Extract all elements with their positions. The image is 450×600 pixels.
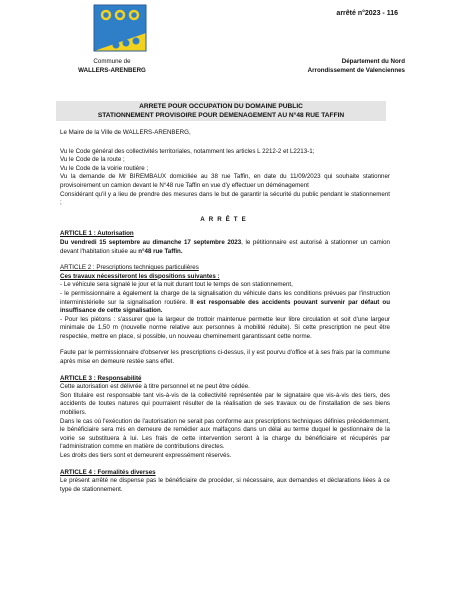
article2-item-3: - Pour les piétons : s'assurer que la largeur de trottoir maintenue permette leur libre circulation et soit d'une largeur minimale de 1,50 m (nouvelle norme relative aux personnes à mobilité réduite). Si cette prescription ne peut être respectée, mettre en place, si possible, un nouveau cheminement garantissant cette norme. [60, 315, 390, 340]
document-title [56, 101, 386, 121]
article3-p4: Les droits des tiers sont et demeurent expressément réservés. [60, 452, 232, 459]
intro-line: Le Maire de la Ville de WALLERS-ARENBERG, [60, 129, 191, 136]
article1-text-mid: , le pétitionnaire est autorisé à stationner un camion devant l'habitation située au [60, 238, 390, 255]
article4-p1: Le présent arrêté ne dispense pas le bénéficiaire de procéder, si nécessaire, aux demandes et déclarations liées à ce type de stationnement. [60, 477, 390, 493]
coat-of-arms [92, 3, 148, 55]
article2-faute: Faute par le permissionnaire d'observer les prescriptions ci-dessus, il y est pourvu d'office et à ses frais par la commune après mise en demeure restée sans effet. [60, 349, 390, 366]
arrete-number: arrêté n°2023 - 116 [336, 10, 398, 17]
article2-item-1: - Le véhicule sera signalé le jour et la nuit durant tout le temps de son stationnement, [60, 281, 293, 289]
article4-heading: ARTICLE 4 : Formalités diverses [60, 468, 156, 476]
article3-p1: Cette autorisation est délivrée à titre personnel et ne peut être cédée. [60, 383, 250, 391]
vu-line: Vu le Code de la route ; [60, 156, 125, 164]
article1-address: n°48 rue Taffin. [138, 247, 183, 255]
commune-name: WALLERS-ARENBERG [78, 67, 146, 74]
document-body [60, 129, 390, 494]
vu-line: Vu le Code général des collectivités territoriales, notamment les articles L 2212-2 et L2213-1; [60, 147, 315, 155]
department-name: Département du Nord [341, 58, 405, 65]
article1-dates: Du vendredi 15 septembre au dimanche 17 septembre 2023 [60, 238, 242, 246]
article3-p3: Dans le cas où l'exécution de l'autorisation ne serait pas conforme aux prescriptions techniques définies précédemment, le bénéficiaire sera mis en demeure de remédier aux malfaçons dans un délai au terme duquel le gestionnaire de la voirie se substituera à lui. Les frais de cette intervention seront à la charge du bénéficiaire et récupérés par l'administration comme en matière de contributions directes. [60, 417, 390, 451]
title-line-1: ARRETE POUR OCCUPATION DU DOMAINE PUBLIC [139, 103, 303, 110]
article2-subheading: Ces travaux nécessiteront les dispositions suivantes : [60, 272, 220, 280]
department-block [255, 57, 405, 75]
considerant-line: Considérant qu'il y a lieu de prendre des mesures dans le but de garantir la sécurité du public pendant le stationnement ; [60, 190, 390, 207]
article2-heading: ARTICLE 2 : Prescriptions techniques particulières [60, 264, 199, 272]
commune-block [68, 57, 156, 75]
arrete-word: ARRÊTE [200, 215, 250, 223]
article2-item-2 [60, 290, 390, 316]
commune-label: Commune de [93, 58, 131, 65]
article2-item-2b: Il est responsable des accidents pouvant survenir par défaut ou insuffisance de cette signalisation. [60, 298, 390, 315]
vu-line: Vu la demande de Mr BIREMBAUX domiciliée au 38 rue Taffin, en date du 11/09/2023 qui souhaite stationner provisoirement un camion devant le N°48 rue Taffin en vue d'y effectuer un déménagement [60, 173, 390, 189]
article3-heading: ARTICLE 3 : Responsabilité [60, 374, 142, 382]
article2-item-2a: - le permissionnaire a également la charge de la signalisation du véhicule dans les conditions prévues par l'instruction interministérielle sur la signalisation routière. [60, 289, 390, 306]
article3-p2: Son titulaire est responsable tant vis-à-vis de la collectivité représentée par le signataire que vis-à-vis des tiers, des accidents de toutes natures qui pourraient résulter de la réalisation de ses travaux ou de l'installation de ses biens mobiliers. [60, 391, 390, 417]
title-line-2: STATIONNEMENT PROVISOIRE POUR DEMENAGEMENT AU N°48 RUE TAFFIN [97, 112, 345, 119]
article1-text [60, 239, 390, 256]
arrondissement-name: Arrondissement de Valenciennes [307, 67, 405, 74]
article1-heading: ARTICLE 1 : Autorisation [60, 230, 134, 238]
vu-line: Vu le Code de la voirie routière ; [60, 164, 149, 172]
